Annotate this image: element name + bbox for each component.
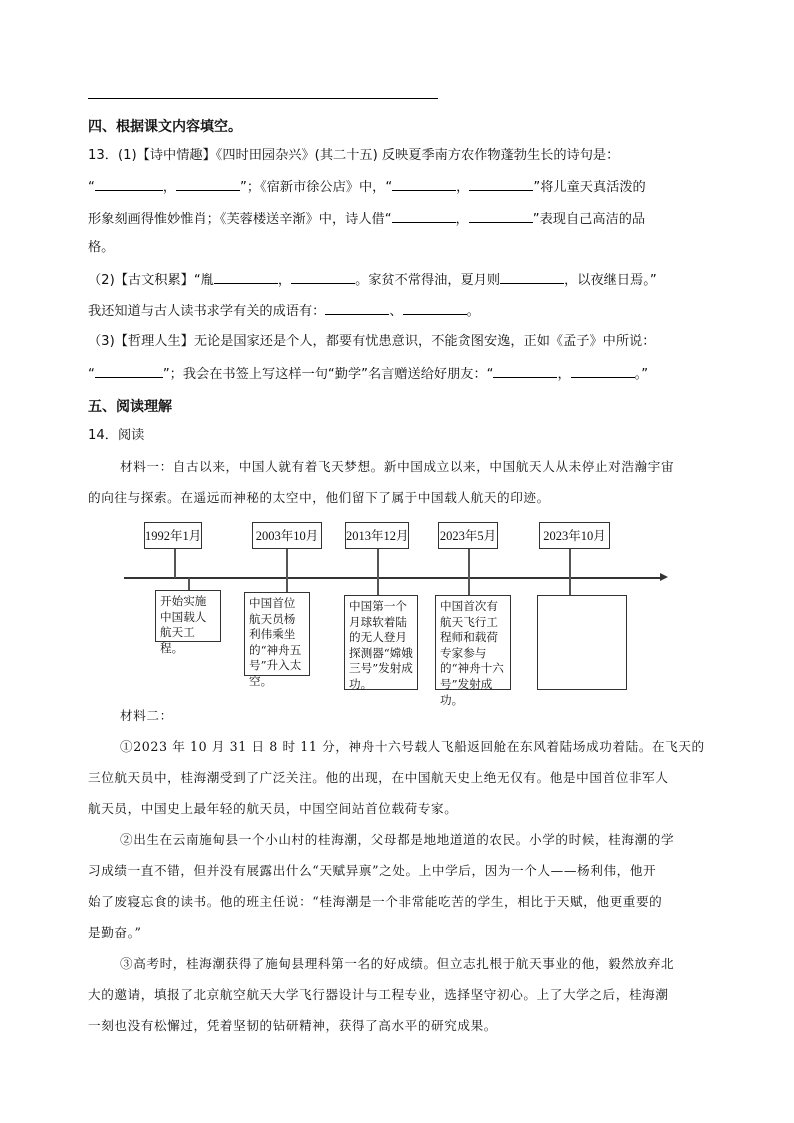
answer-blank[interactable]	[392, 178, 456, 191]
answer-blank[interactable]	[392, 210, 456, 223]
timeline-date-4: 2023年5月	[438, 522, 498, 549]
answer-blank[interactable]	[95, 365, 163, 378]
connector	[174, 549, 176, 578]
answer-blank[interactable]	[571, 365, 635, 378]
timeline-event-3: 中国第一个月球软着陆的无人登月探测器“嫦娥三号”发射成功。	[344, 595, 418, 690]
material2-p2-line3: 始了废寝忘食的读书。他的班主任说：“桂海潮是一个非常能吃苦的学生，相比于天赋，他更重要的	[88, 894, 663, 909]
q13-line1: 13．(1)【诗中情趣】《四时田园杂兴》(其二十五) 反映夏季南方农作物蓬勃生长的诗句是：	[88, 148, 620, 163]
q13-line4: 格。	[88, 240, 115, 255]
q13-line3	[88, 210, 645, 228]
text: ”将儿童天真活泼的	[533, 180, 646, 195]
material2-p2-line4: 是勤奋。”	[88, 925, 142, 940]
text: ，	[456, 180, 470, 195]
material2-label: 材料二：	[120, 708, 173, 723]
q13-line2	[88, 178, 646, 196]
text: 、	[389, 304, 403, 319]
answer-blank[interactable]	[214, 271, 278, 284]
text: ，	[277, 273, 292, 288]
text: ”；《宿新市徐公店》中，“	[240, 180, 393, 195]
text: “	[88, 180, 95, 195]
text: 。”	[634, 367, 649, 382]
material2-p1-line1: ①2023 年 10 月 31 日 8 时 11 分，神舟十六号载人飞船返回舱在东风着陆场成功着陆。在飞天的	[120, 739, 705, 754]
connector	[286, 578, 288, 592]
timeline-axis	[124, 577, 662, 579]
q13-line6	[88, 302, 480, 320]
text: （2)【古文积累】“胤	[88, 273, 214, 288]
material2-p1-line2: 三位航天员中，桂海潮受到了广泛关注。他的出现，在中国航天史上绝无仅有。他是中国首位非军人	[88, 770, 669, 785]
connector	[377, 578, 379, 595]
text: 。家贫不常得油，夏月则	[355, 273, 501, 288]
material2-p3-line3: 一刻也没有松懈过，凭着坚韧的钻研精神，获得了高水平的研究成果。	[88, 1018, 498, 1033]
text: 形象刻画得惟妙惟肖；《芙蓉楼送辛渐》中，诗人借“	[88, 212, 392, 227]
connector	[188, 578, 190, 590]
answer-blank[interactable]	[403, 302, 467, 315]
q14-label: 14．阅读	[88, 428, 145, 443]
connector	[377, 549, 379, 578]
timeline-event-5-empty[interactable]	[537, 595, 627, 690]
text: ，	[162, 180, 177, 195]
text: ，以夜继日焉。”	[564, 273, 657, 288]
text: 。	[466, 304, 480, 319]
timeline-event-1: 开始实施中国载人航天工程。	[155, 590, 221, 642]
timeline-date-5: 2023年10月	[539, 522, 610, 549]
material2-p1-line3: 航天员，中国史上最年轻的航天员，中国空间站首位载荷专家。	[88, 801, 458, 816]
material2-p3-line1: ③高考时，桂海潮获得了施甸县理科第一名的好成绩。但立志扎根于航天事业的他，毅然放弃北	[120, 956, 675, 971]
text: “	[88, 367, 95, 382]
timeline-event-2: 中国首位航天员杨利伟乘坐的“神舟五号”升入太空。	[244, 592, 310, 676]
text: 我还知道与古人读书求学有关的成语有：	[88, 304, 326, 319]
text: ”表现自己高洁的品	[532, 212, 646, 227]
text: ”；我会在书签上写这样一句“勤学”名言赠送给好朋友：“	[162, 367, 494, 382]
connector	[569, 578, 571, 595]
material2-p3-line2: 大的邀请，填报了北京航空航天大学飞行器设计与工程专业，选择坚守初心。上了大学之后，桂海潮	[88, 987, 669, 1002]
material2-p2-line2: 习成绩一直不错，但并没有展露出什么“天赋异禀”之处。上中学后，因为一个人——杨利伟，他开	[88, 863, 657, 878]
q13-line8	[88, 365, 648, 383]
timeline-event-4: 中国首次有航天飞行工程师和载荷专家参与的“神舟十六号”发射成功。	[435, 595, 511, 690]
q13-line5	[88, 271, 657, 289]
answer-blank[interactable]	[469, 210, 533, 223]
material1-line1: 材料一：自古以来，中国人就有着飞天梦想。新中国成立以来，中国航天人从未停止对浩瀚宇宙	[120, 459, 675, 474]
answer-blank[interactable]	[325, 302, 389, 315]
material1-line2: 的向往与探索。在遥远而神秘的太空中，他们留下了属于中国载人航天的印迹。	[88, 490, 550, 505]
connector	[286, 549, 288, 578]
text: ，	[557, 367, 571, 382]
section-5-title: 五、阅读理解	[88, 399, 172, 415]
timeline-date-3: 2013年12月	[345, 522, 409, 549]
answer-blank[interactable]	[95, 178, 163, 191]
connector	[468, 578, 470, 595]
connector	[569, 549, 571, 578]
answer-blank[interactable]	[500, 271, 564, 284]
timeline-date-2: 2003年10月	[252, 522, 322, 549]
arrow-right-icon	[660, 573, 668, 581]
answer-blank[interactable]	[493, 365, 557, 378]
answer-blank[interactable]	[469, 178, 533, 191]
connector	[468, 549, 470, 578]
timeline-date-1: 1992年1月	[144, 522, 202, 549]
answer-blank[interactable]	[291, 271, 355, 284]
section-4-title: 四、根据课文内容填空。	[88, 119, 242, 135]
top-divider	[88, 98, 438, 99]
text: ，	[455, 212, 469, 227]
material2-p2-line1: ②出生在云南施甸县一个小山村的桂海潮，父母都是地地道道的农民。小学的时候，桂海潮的学	[120, 832, 675, 847]
q13-line7: （3)【哲理人生】无论是国家还是个人，都要有忧患意识，不能贪图安逸，正如《孟子》中所说：	[88, 334, 656, 349]
answer-blank[interactable]	[176, 178, 240, 191]
